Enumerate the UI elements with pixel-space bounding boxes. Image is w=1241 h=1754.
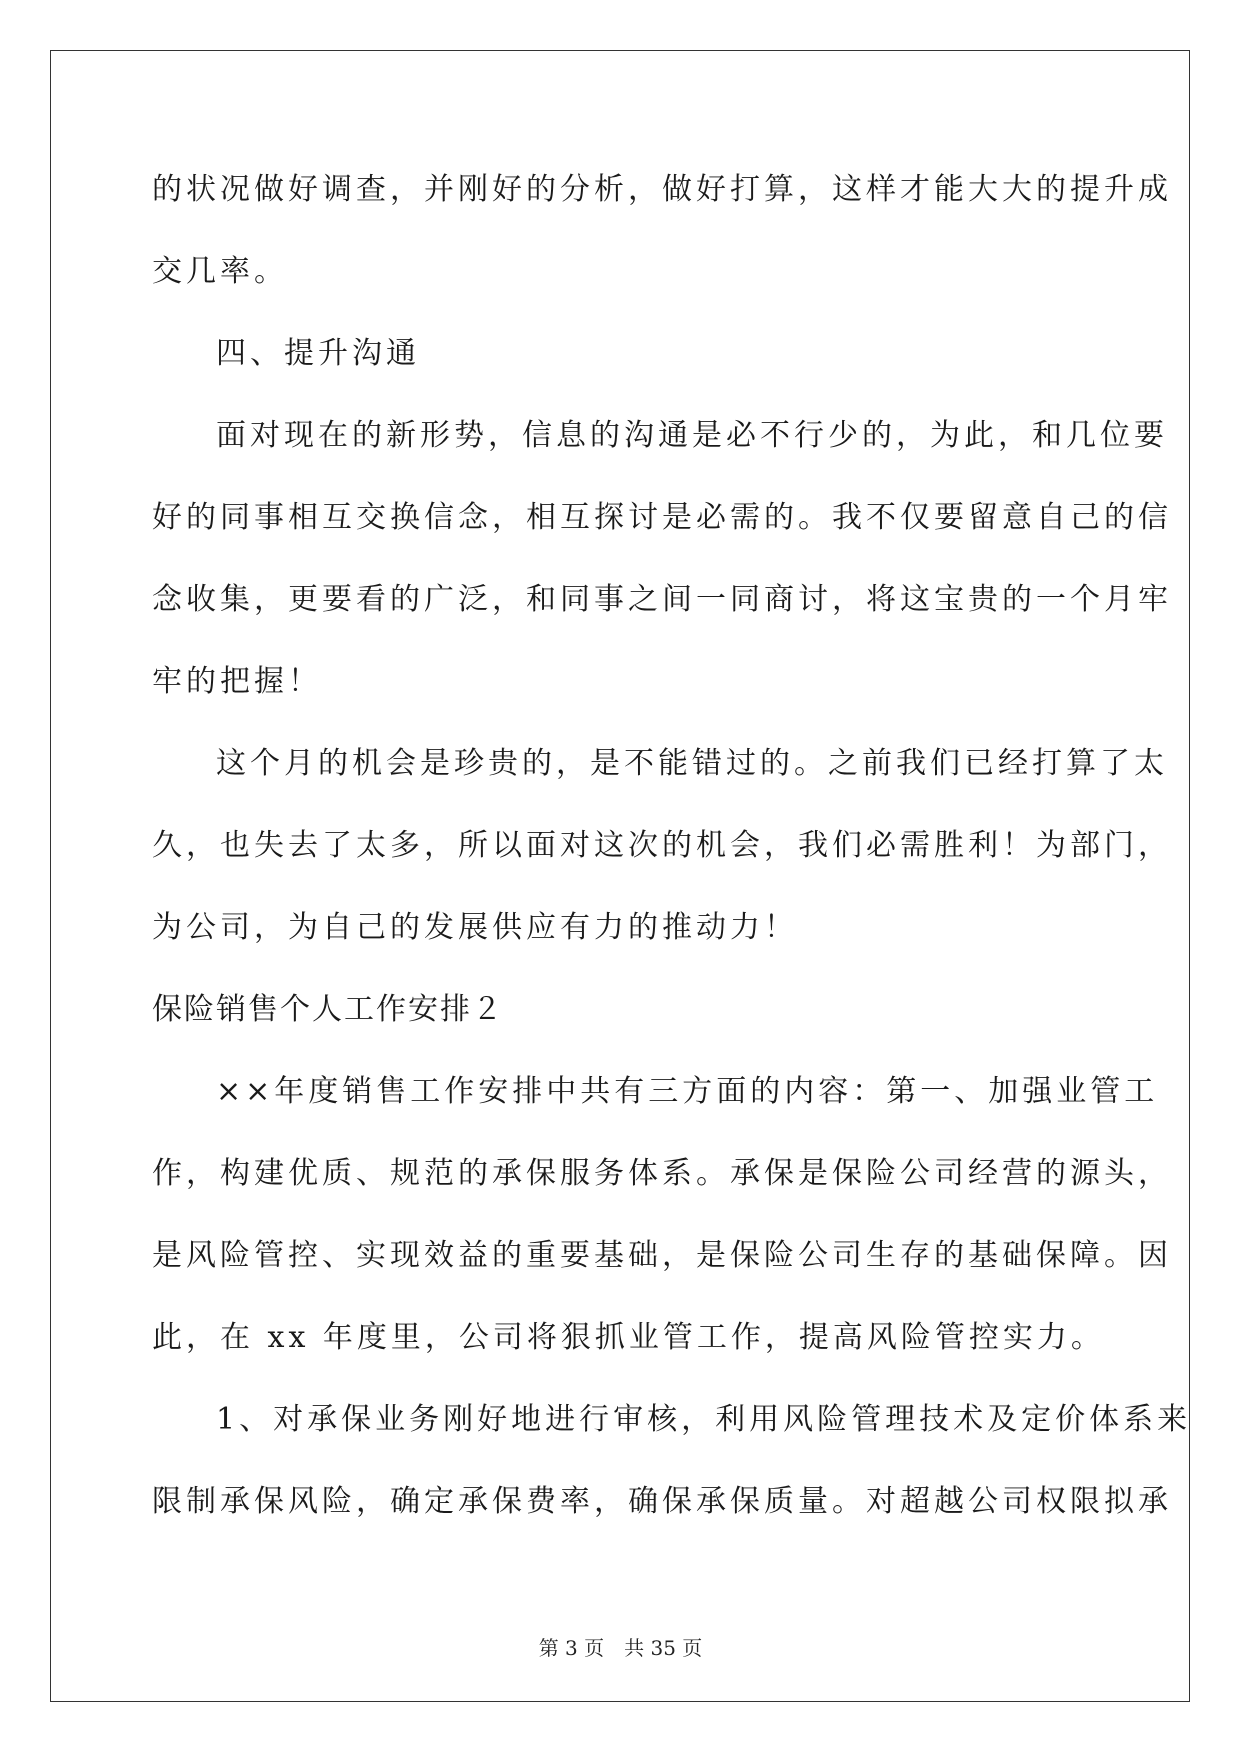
text-line: 作，构建优质、规范的承保服务体系。承保是保险公司经营的源头， [152,1156,1172,1191]
text-line: 好的同事相互交换信念，相互探讨是必需的。我不仅要留意自己的信 [152,500,1172,535]
text-line: 为公司，为自己的发展供应有力的推动力！ [152,910,798,945]
page-number: 第 3 页 [538,1636,605,1660]
text-line: 念收集，更要看的广泛，和同事之间一同商讨，将这宝贵的一个月牢 [152,582,1172,617]
document-title: 保险销售个人工作安排２ [152,992,504,1027]
text-line: 面对现在的新形势，信息的沟通是必不行少的，为此，和几位要 [216,418,1168,453]
text-line: 这个月的机会是珍贵的，是不能错过的。之前我们已经打算了太 [216,746,1168,781]
text-line: 限制承保风险，确定承保费率，确保承保质量。对超越公司权限拟承 [152,1484,1172,1519]
text-line: 的状况做好调查，并刚好的分析，做好打算，这样才能大大的提升成 [152,172,1172,207]
text-line: 此，在 xx 年度里，公司将狠抓业管工作，提高风险管控实力。 [152,1320,1105,1355]
document-body [152,160,1192,1554]
page-total: 共 35 页 [624,1636,703,1660]
text-line: 久，也失去了太多，所以面对这次的机会，我们必需胜利！为部门， [152,828,1172,863]
text-line: 交几率。 [152,254,288,289]
page-footer [0,1632,1241,1661]
text-line: 是风险管控、实现效益的重要基础，是保险公司生存的基础保障。因 [152,1238,1172,1273]
section-heading: 四、提升沟通 [216,336,420,371]
text-line: 牢的把握！ [152,664,322,699]
text-line: ××年度销售工作安排中共有三方面的内容：第一、加强业管工 [216,1074,1159,1109]
text-line: 1、对承保业务刚好地进行审核，利用风险管理技术及定价体系来 [216,1402,1192,1437]
